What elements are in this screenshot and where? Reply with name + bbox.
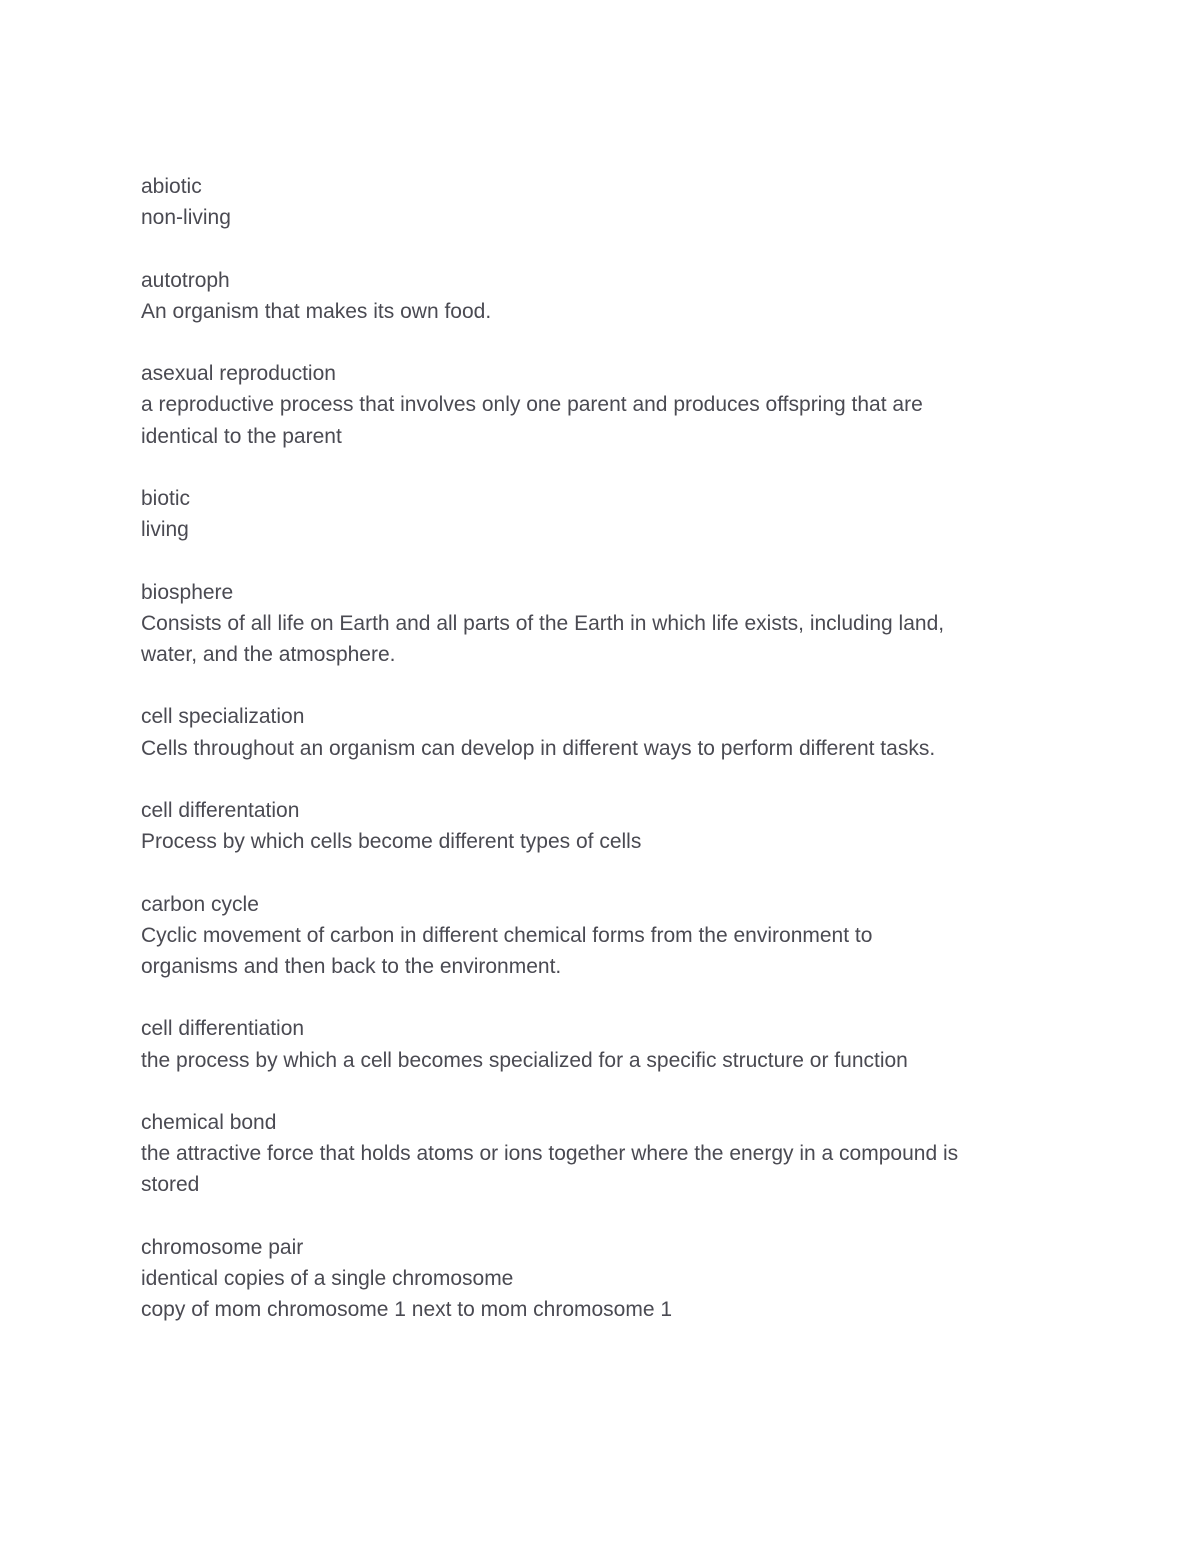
term: biotic xyxy=(141,486,191,510)
definition-line: organisms and then back to the environment. xyxy=(141,954,562,978)
definition-line: Consists of all life on Earth and all parts of the Earth in which life exists, including land, xyxy=(141,611,945,635)
glossary-entry xyxy=(141,889,1071,983)
glossary-list xyxy=(141,171,1071,1357)
glossary-entry xyxy=(141,483,1071,545)
definition-line: Cells throughout an organism can develop in different ways to perform different tasks. xyxy=(141,736,936,760)
definition-line: the attractive force that holds atoms or ions together where the energy in a compound is xyxy=(141,1142,959,1166)
glossary-entry xyxy=(141,1107,1071,1201)
definition-line: a reproductive process that involves only one parent and produces offspring that are xyxy=(141,393,923,417)
definition-line: the process by which a cell becomes specialized for a specific structure or function xyxy=(141,1048,908,1072)
term: chromosome pair xyxy=(141,1235,304,1259)
glossary-entry xyxy=(141,1232,1071,1326)
glossary-entry xyxy=(141,171,1071,233)
definition-line: identical to the parent xyxy=(141,424,342,448)
term: cell differentation xyxy=(141,798,300,822)
definition-line: Process by which cells become different types of cells xyxy=(141,830,642,854)
term: cell differentiation xyxy=(141,1017,305,1041)
glossary-entry xyxy=(141,577,1071,671)
definition-line: identical copies of a single chromosome xyxy=(141,1266,514,1290)
glossary-entry xyxy=(141,701,1071,763)
glossary-entry xyxy=(141,265,1071,327)
definition-line: An organism that makes its own food. xyxy=(141,299,492,323)
glossary-entry xyxy=(141,358,1071,452)
glossary-entry xyxy=(141,795,1071,857)
term: autotroph xyxy=(141,268,230,292)
term: chemical bond xyxy=(141,1110,277,1134)
term: abiotic xyxy=(141,175,202,198)
glossary-entry xyxy=(141,1013,1071,1075)
definition-line: Cyclic movement of carbon in different chemical forms from the environment to xyxy=(141,923,873,947)
definition-line: non-living xyxy=(141,206,231,230)
term: asexual reproduction xyxy=(141,362,336,386)
definition-line: stored xyxy=(141,1173,200,1197)
definition-line: water, and the atmosphere. xyxy=(141,642,396,666)
term: biosphere xyxy=(141,580,234,604)
definition-line: copy of mom chromosome 1 next to mom chromosome 1 xyxy=(141,1298,673,1322)
term: cell specialization xyxy=(141,705,305,729)
definition-line: living xyxy=(141,518,189,542)
term: carbon cycle xyxy=(141,892,259,916)
